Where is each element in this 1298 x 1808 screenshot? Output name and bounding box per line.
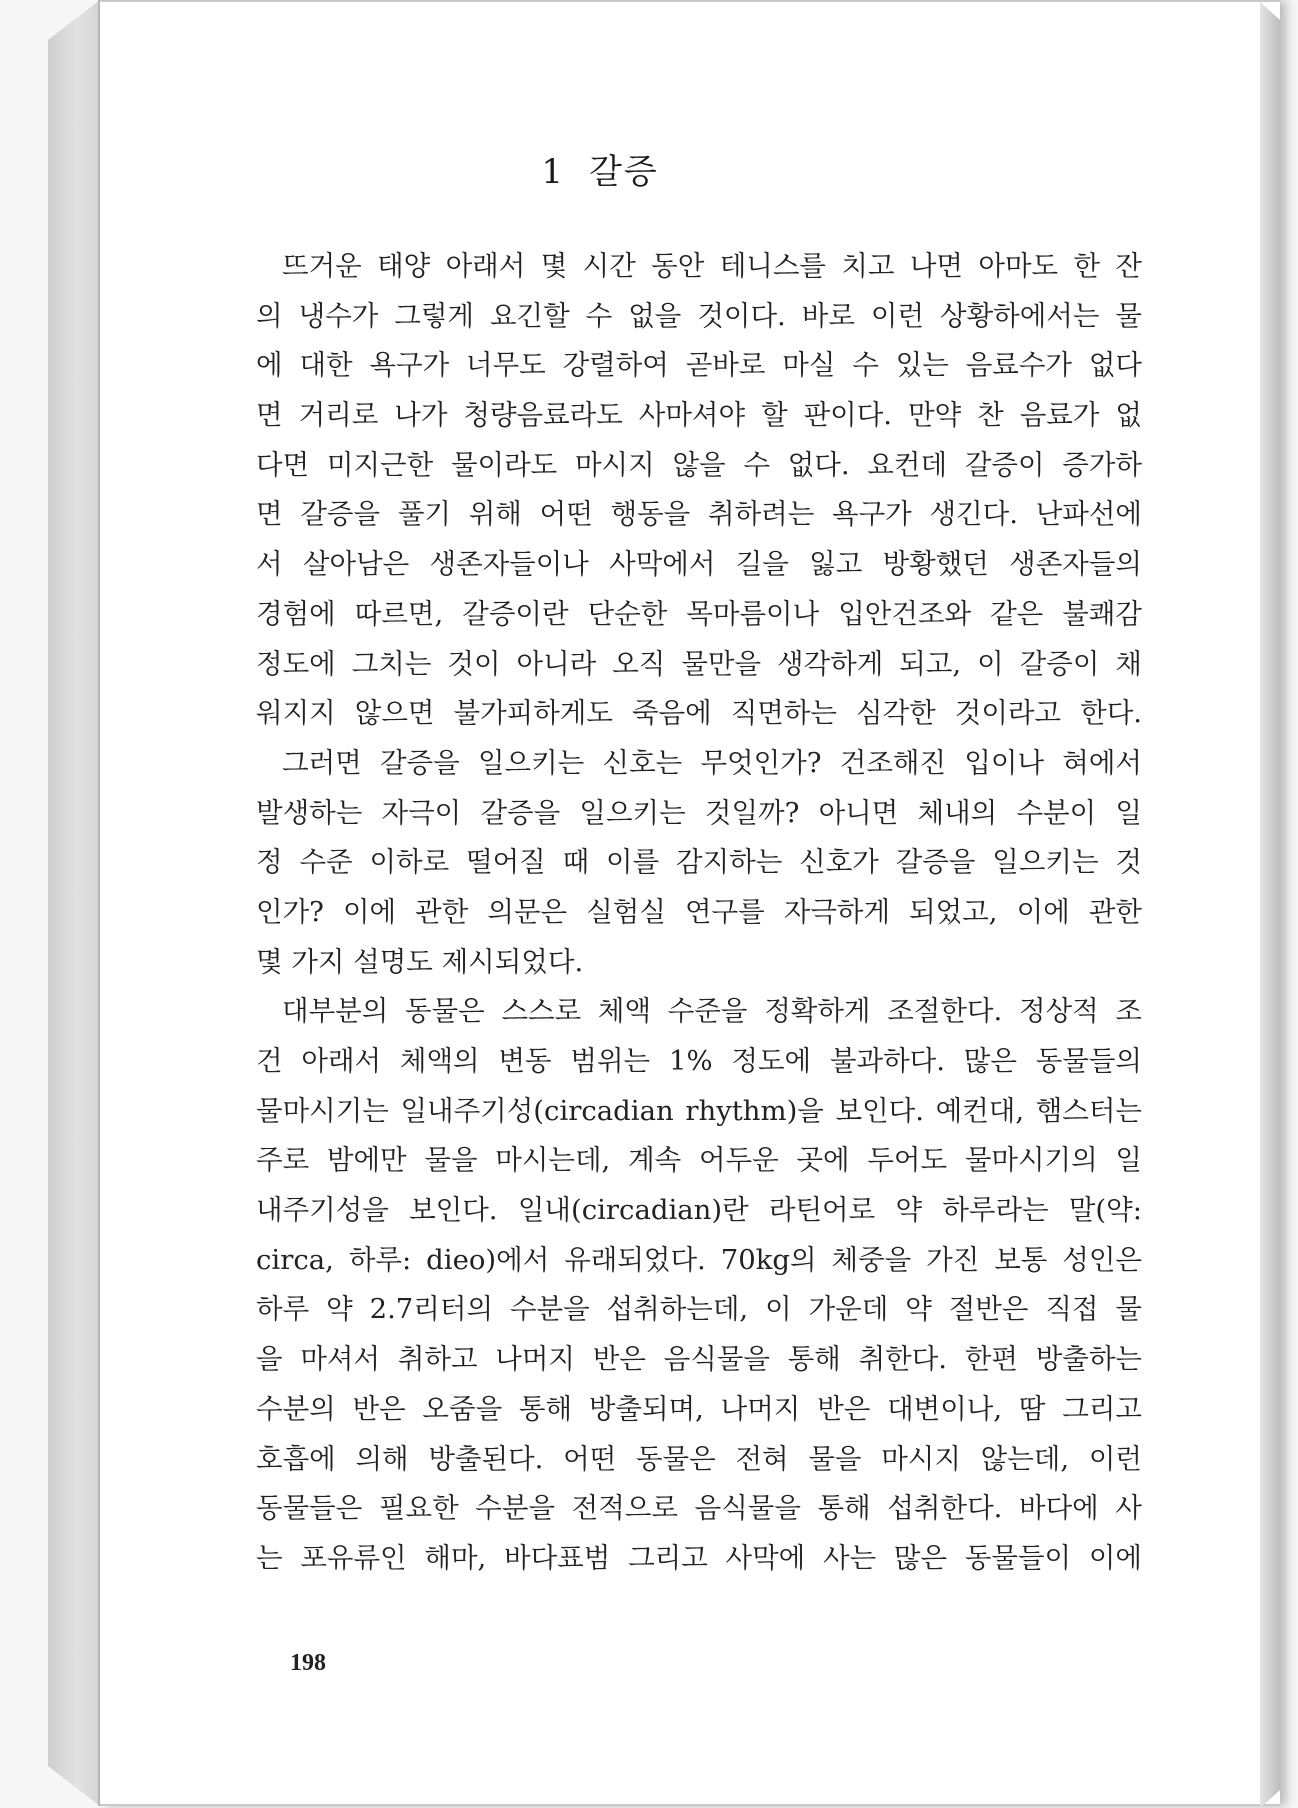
text-line: 몇 가지 설명도 제시되었다. (256, 945, 584, 978)
text-line: 서 살아남은 생존자들이나 사막에서 길을 잃고 방황했던 생존자들의 (256, 548, 1142, 581)
text-line: 호흡에 의해 방출된다. 어떤 동물은 전혀 물을 마시지 않는데, 이런 (256, 1442, 1142, 1475)
text-line: 물마시기는 일내주기성(circadian rhythm)을 보인다. 예컨대, 햄스터는 (256, 1094, 1142, 1127)
text-line: 주로 밤에만 물을 마시는데, 계속 어두운 곳에 두어도 물마시기의 일 (256, 1144, 1142, 1177)
text-line: 뜨거운 태양 아래서 몇 시간 동안 테니스를 치고 나면 아마도 한 잔 (282, 250, 1142, 282)
text-line: 면 거리로 나가 청량음료라도 사마셔야 할 판이다. 만약 찬 음료가 없 (256, 399, 1142, 432)
book-spine (48, 0, 100, 1806)
text-line: 건 아래서 체액의 변동 범위는 1% 정도에 불과하다. 많은 동물들의 (256, 1045, 1142, 1077)
text-line: 경험에 따르면, 갈증이란 단순한 목마름이나 입안건조와 같은 불쾌감 (256, 597, 1142, 630)
text-line: 는 포유류인 해마, 바다표범 그리고 사막에 사는 많은 동물들이 이에 (256, 1541, 1142, 1574)
text-line: 정 수준 이하로 떨어질 때 이를 감지하는 신호가 갈증을 일으키는 것 (256, 846, 1142, 879)
text-line: 인가? 이에 관한 의문은 실험실 연구를 자극하게 되었고, 이에 관한 (256, 895, 1142, 928)
text-line: 동물들은 필요한 수분을 전적으로 음식물을 통해 섭취한다. 바다에 사 (256, 1492, 1142, 1525)
text-line: 을 마셔서 취하고 나머지 반은 음식물을 통해 취한다. 한편 방출하는 (256, 1343, 1142, 1376)
text-line: 정도에 그치는 것이 아니라 오직 물만을 생각하게 되고, 이 갈증이 채 (256, 647, 1142, 680)
text-line: 에 대한 욕구가 너무도 강렬하여 곧바로 마실 수 있는 음료수가 없다 (256, 349, 1142, 382)
page-number: 198 (290, 1650, 326, 1676)
text-line: 발생하는 자극이 갈증을 일으키는 것일까? 아니면 체내의 수분이 일 (256, 796, 1142, 829)
text-line: 수분의 반은 오줌을 통해 방출되며, 나머지 반은 대변이나, 땀 그리고 (256, 1392, 1142, 1425)
text-line: 내주기성을 보인다. 일내(circadian)란 라틴어로 약 하루라는 말(약: (256, 1194, 1142, 1227)
chapter-number: 1 (541, 152, 565, 192)
body-text (256, 242, 1142, 1584)
page-edge (1260, 2, 1280, 1808)
text-line: circa, 하루: dieo)에서 유래되었다. 70kg의 체중을 가진 보통 성인은 (256, 1243, 1142, 1276)
chapter-heading (0, 144, 1200, 193)
text-line: 하루 약 2.7리터의 수분을 섭취하는데, 이 가운데 약 절반은 직접 물 (256, 1293, 1142, 1326)
chapter-title: 갈증 (588, 152, 659, 192)
text-line: 다면 미지근한 물이라도 마시지 않을 수 없다. 요컨데 갈증이 증가하 (256, 448, 1142, 481)
text-line: 그러면 갈증을 일으키는 신호는 무엇인가? 건조해진 입이나 혀에서 (282, 746, 1142, 779)
text-line: 의 냉수가 그렇게 요긴할 수 없을 것이다. 바로 이런 상황하에서는 물 (256, 299, 1142, 332)
text-line: 면 갈증을 풀기 위해 어떤 행동을 취하려는 욕구가 생긴다. 난파선에 (256, 498, 1142, 531)
text-line: 워지지 않으면 불가피하게도 죽음에 직면하는 심각한 것이라고 한다. (256, 697, 1142, 730)
text-line: 대부분의 동물은 스스로 체액 수준을 정확하게 조절한다. 정상적 조 (282, 995, 1142, 1028)
